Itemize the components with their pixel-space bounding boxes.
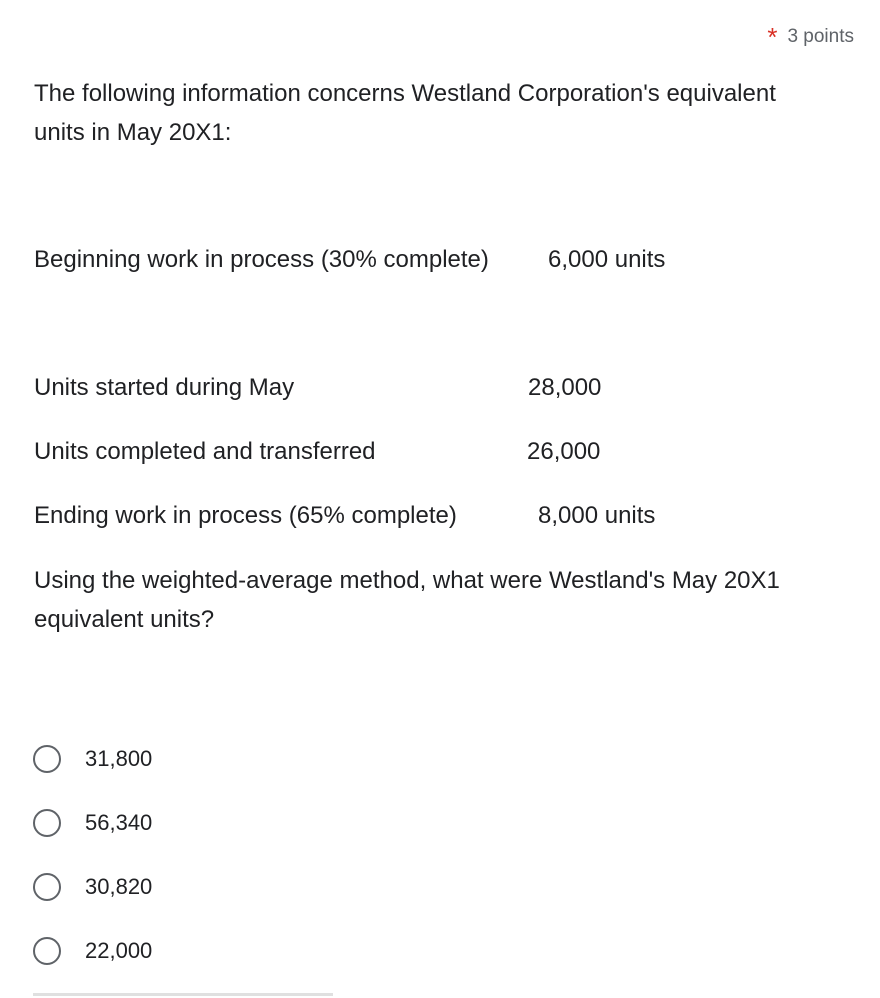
option-22000[interactable]: [33, 934, 152, 968]
data-line-label: Units started during May: [34, 374, 295, 401]
option-label: 56,340: [85, 810, 153, 835]
answer-options: [33, 742, 152, 998]
data-line-value: 6,000 units: [548, 246, 666, 273]
radio-button[interactable]: [33, 745, 61, 773]
data-line-label: Beginning work in process (30% complete): [34, 246, 489, 273]
question-prompt: Using the weighted-average method, what were Westland's May 20X1 equivalent units?: [34, 567, 780, 633]
question-intro: The following information concerns Westland Corporation's equivalent units in May 20X1:: [34, 80, 776, 146]
required-asterisk: *: [767, 22, 778, 52]
points-label: 3 points: [787, 26, 854, 47]
option-label: 22,000: [85, 938, 153, 963]
radio-button[interactable]: [33, 937, 61, 965]
radio-button[interactable]: [33, 809, 61, 837]
data-line-label: Ending work in process (65% complete): [34, 502, 457, 529]
option-label: 30,820: [85, 874, 153, 899]
data-line-label: Units completed and transferred: [34, 438, 376, 465]
option-30820[interactable]: [33, 870, 152, 904]
data-line-value: 26,000: [527, 438, 601, 465]
radio-button[interactable]: [33, 873, 61, 901]
data-line-value: 28,000: [528, 374, 602, 401]
option-31800[interactable]: [33, 742, 152, 776]
option-label: 31,800: [85, 746, 153, 771]
data-line-value: 8,000 units: [538, 502, 656, 529]
option-56340[interactable]: [33, 806, 152, 840]
points-indicator: [767, 18, 854, 52]
